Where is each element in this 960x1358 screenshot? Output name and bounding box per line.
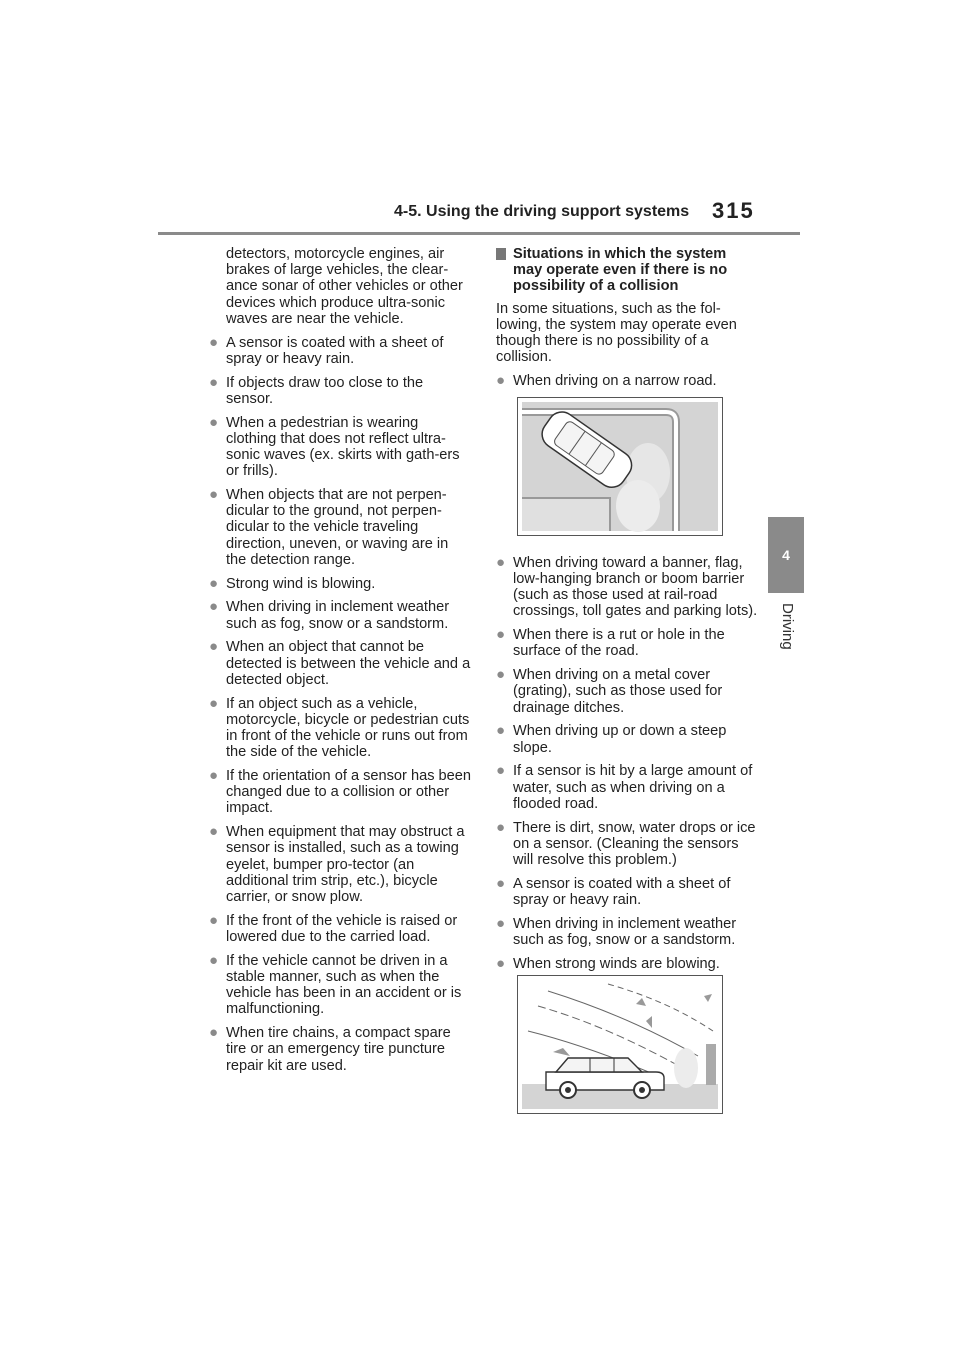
list-item — [496, 763, 758, 812]
list-item-text: If the front of the vehicle is raised or lowered due to the carried load. — [226, 912, 458, 946]
list-item — [209, 913, 471, 945]
strong-wind-illustration — [517, 975, 723, 1114]
list-item — [496, 876, 758, 908]
list-item-text: When equipment that may obstruct a sensor is installed, such as a towing eyelet, bumper pro-tector (an additional trim strip, etc.), bicycle carrier, or snow plow. — [226, 824, 465, 906]
bullet-icon: ● — [496, 762, 506, 780]
bullet-icon: ● — [496, 722, 506, 740]
bullet-icon: ● — [496, 818, 506, 836]
bullet-icon: ● — [496, 626, 506, 644]
bullet-icon: ● — [209, 1024, 219, 1042]
narrow-road-illustration — [517, 397, 723, 536]
list-item-text: If the vehicle cannot be driven in a stable manner, such as when the vehicle has been in an accident or is malfunctioning. — [226, 952, 462, 1018]
bullet-icon: ● — [496, 553, 506, 571]
list-item — [209, 768, 471, 817]
left-column — [209, 246, 471, 1081]
bullet-icon: ● — [209, 694, 219, 712]
chapter-label: Driving — [779, 603, 796, 650]
bullet-icon: ● — [209, 333, 219, 351]
list-item-text: A sensor is coated with a sheet of spray or heavy rain. — [226, 334, 444, 367]
bullet-icon: ● — [496, 372, 506, 390]
bullet-icon: ● — [209, 911, 219, 929]
list-item — [209, 953, 471, 1018]
list-item — [209, 639, 471, 688]
list-item-text: When driving in inclement weather such as fog, snow or a sandstorm. — [513, 915, 737, 949]
list-item-text: When driving up or down a steep slope. — [513, 723, 727, 756]
list-item-text: When strong winds are blowing. — [513, 955, 720, 972]
list-item-text: When driving on a narrow road. — [513, 373, 717, 390]
list-item-text: If a sensor is hit by a large amount of water, such as when driving on a flooded road. — [513, 763, 753, 812]
chapter-tab — [768, 517, 804, 593]
list-item-text: If the orientation of a sensor has been changed due to a collision or other impact. — [226, 768, 472, 817]
list-item — [209, 375, 471, 407]
header-rule — [158, 232, 800, 235]
list-item — [496, 916, 758, 948]
list-item-text: When driving on a metal cover (grating), such as those used for drainage ditches. — [513, 667, 723, 716]
heading-square-icon — [496, 248, 506, 260]
chapter-number: 4 — [782, 547, 790, 563]
list-item — [209, 415, 471, 480]
continued-text: detectors, motorcycle engines, air brakes of large vehicles, the clear-ance sonar of other vehicles or other devices which produce ultra-sonic waves are near the vehicle. — [226, 246, 463, 327]
list-item-text: There is dirt, snow, water drops or ice on a sensor. (Cleaning the sensors will resolve this problem.) — [513, 819, 756, 869]
list-item — [209, 487, 471, 568]
bullet-icon: ● — [496, 914, 506, 932]
bullet-icon: ● — [209, 823, 219, 841]
list-item — [209, 1025, 471, 1074]
right-column — [496, 246, 758, 980]
bullet-icon: ● — [209, 598, 219, 616]
list-item-text: When there is a rut or hole in the surface of the road. — [513, 627, 725, 660]
list-item — [496, 820, 758, 869]
list-item — [209, 576, 471, 592]
list-item-text: If an object such as a vehicle, motorcycle, bicycle or pedestrian cuts in front of the vehicle or runs out from the side of the vehicle. — [226, 695, 470, 761]
section-heading — [496, 246, 758, 295]
bullet-icon: ● — [496, 954, 506, 972]
page-number: 315 — [712, 198, 755, 223]
bullet-icon: ● — [209, 413, 219, 431]
bullet-icon: ● — [209, 574, 219, 592]
list-item-text: When objects that are not perpen-dicular to the ground, not perpen-dicular to the vehicle traveling direction, uneven, or waving are in the detection range. — [226, 487, 449, 568]
list-item — [496, 555, 758, 620]
list-item — [209, 824, 471, 905]
section-title: 4-5. Using the driving support systems — [394, 203, 690, 220]
list-item — [209, 696, 471, 761]
list-item — [496, 956, 758, 972]
bullet-icon: ● — [209, 373, 219, 391]
bullet-icon: ● — [496, 666, 506, 684]
intro-paragraph: In some situations, such as the fol-lowing, the system may operate even though there is no possibility of a collision. — [496, 300, 737, 366]
bullet-icon: ● — [209, 767, 219, 785]
list-item — [209, 335, 471, 367]
bullet-icon: ● — [496, 874, 506, 892]
bullet-icon: ● — [209, 951, 219, 969]
list-item — [496, 627, 758, 659]
list-item-text: A sensor is coated with a sheet of spray or heavy rain. — [513, 875, 731, 909]
list-item-text: When driving toward a banner, flag, low-hanging branch or boom barrier (such as those used at rail-road crossings, toll gates and parking lots). — [513, 554, 758, 620]
list-item — [496, 373, 758, 389]
list-item-text: When a pedestrian is wearing clothing that does not reflect ultra-sonic waves (ex. skirts with gath-ers or frills). — [226, 414, 460, 480]
list-item-text: If objects draw too close to the sensor. — [226, 374, 424, 407]
list-item-text: Strong wind is blowing. — [226, 575, 376, 592]
bullet-icon: ● — [209, 638, 219, 656]
heading-text: Situations in which the system may operate even if there is no possibility of a collision — [513, 246, 728, 295]
list-item — [496, 667, 758, 716]
chapter-label-container — [776, 603, 796, 673]
bullet-icon: ● — [209, 486, 219, 504]
list-item-text: When an object that cannot be detected is between the vehicle and a detected object. — [226, 639, 471, 688]
list-item — [496, 723, 758, 755]
list-item-text: When driving in inclement weather such as fog, snow or a sandstorm. — [226, 599, 450, 632]
list-item-text: When tire chains, a compact spare tire or an emergency tire puncture repair kit are used. — [226, 1025, 451, 1074]
list-item — [209, 599, 471, 631]
